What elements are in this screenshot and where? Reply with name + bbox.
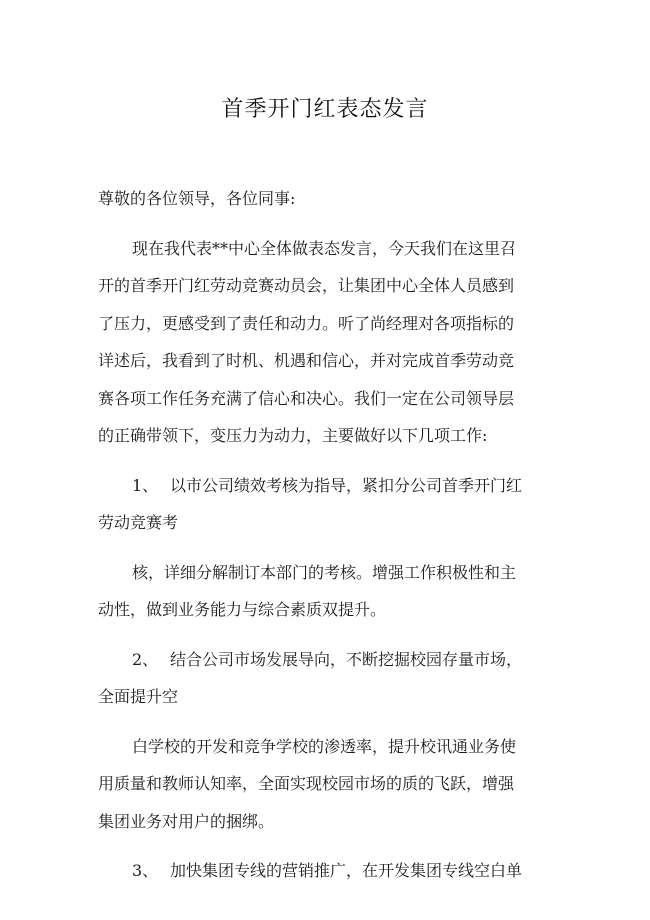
item-3-heading-text: 加快集团专线的营销推广，在开发集团专线空白单 <box>170 861 523 880</box>
intro-line: 详述后，我看到了时机、机遇和信心，并对完成首季劳动竞 <box>98 351 515 370</box>
item-3-heading <box>98 852 560 890</box>
salutation: 尊敬的各位领导，各位同事: <box>98 189 296 208</box>
item-2-heading <box>98 641 560 679</box>
document-body <box>98 180 560 890</box>
intro-line: 开的首季开门红劳动竞赛动员会，让集团中心全体人员感到 <box>98 276 515 295</box>
item-2-detail-line: 集团业务对用户的捆绑。 <box>98 811 275 831</box>
item-1-heading <box>98 467 560 505</box>
item-1-number: 1、 <box>132 475 159 495</box>
item-2-number: 2、 <box>132 649 159 669</box>
item-2-heading-text: 结合公司市场发展导向，不断挖掘校园存量市场， <box>170 649 523 669</box>
item-3-number: 3、 <box>132 861 159 880</box>
intro-line: 的正确带领下，变压力为动力，主要做好以下几项工作: <box>98 426 488 445</box>
item-1-detail-line: 核，详细分解制订本部门的考核。增强工作积极性和主 <box>132 562 517 582</box>
item-2-detail-line: 用质量和教师认知率，全面实现校园市场的质的飞跃，增强 <box>98 774 515 793</box>
item-2-heading-continued: 全面提升空 <box>98 687 179 706</box>
intro-line: 赛各项工作任务充满了信心和决心。我们一定在公司领导层 <box>98 388 515 408</box>
item-1-heading-text: 以市公司绩效考核为指导，紧扣分公司首季开门红 <box>170 475 523 495</box>
intro-line: 现在我代表**中心全体做表态发言，今天我们在这里召 <box>132 238 517 258</box>
item-1-heading-continued: 劳动竞赛考 <box>98 513 179 532</box>
document-title: 首季开门红表态发言 <box>221 97 429 122</box>
item-2-detail-line: 白学校的开发和竞争学校的渗透率，提升校讯通业务使 <box>132 736 517 756</box>
intro-line: 了压力，更感受到了责任和动力。听了尚经理对各项指标的 <box>98 313 515 333</box>
item-1-detail-line: 动性，做到业务能力与综合素质双提升。 <box>98 600 387 619</box>
